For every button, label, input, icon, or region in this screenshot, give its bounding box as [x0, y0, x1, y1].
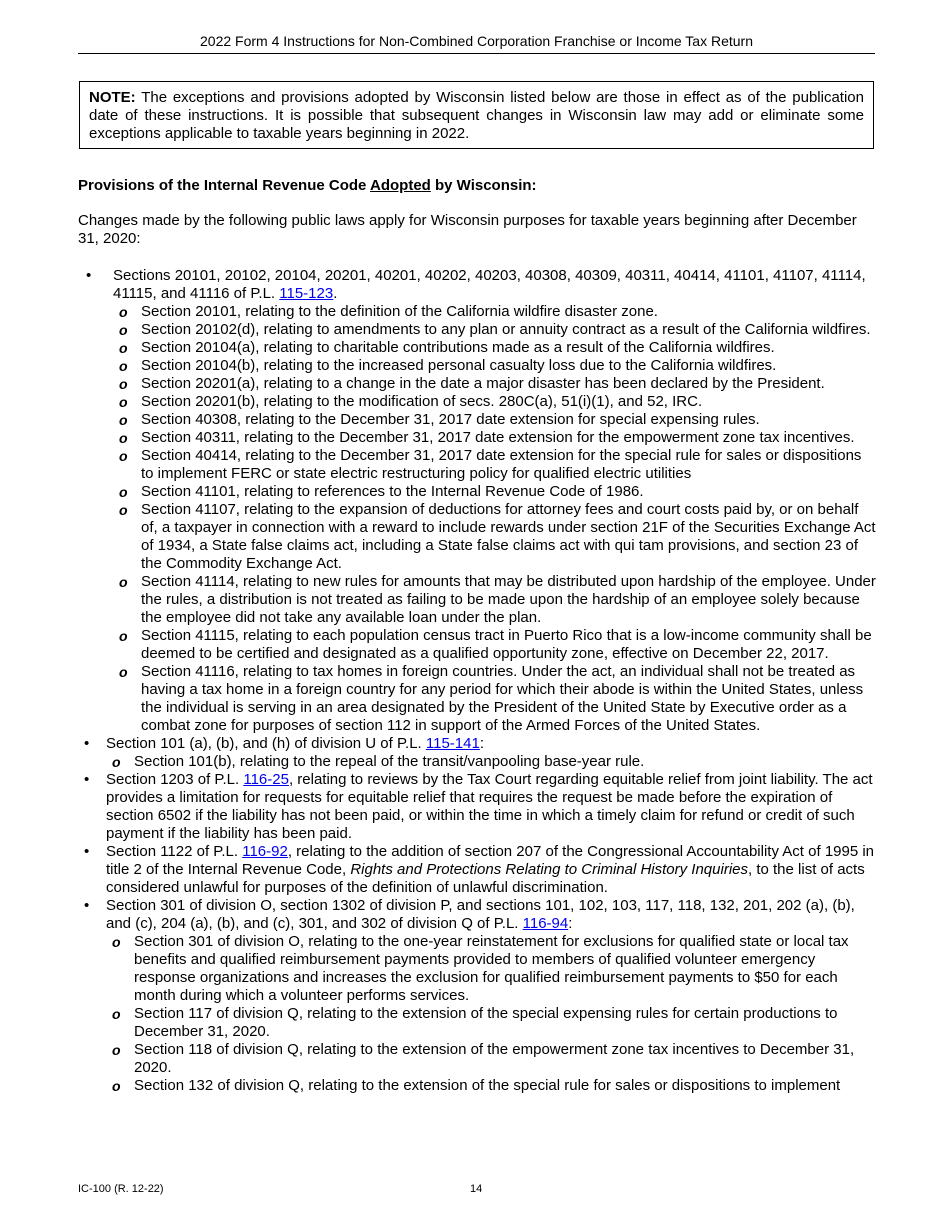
- link-pl-116-25[interactable]: 116-25: [243, 771, 289, 788]
- list-item-text: [106, 897, 878, 933]
- sub-bullet-icon: o: [112, 1006, 121, 1022]
- link-pl-116-94[interactable]: 116-94: [522, 915, 569, 932]
- sub-item-text: Section 20201(b), relating to the modification of secs. 280C(a), 51(i)(1), and 52, IRC.: [141, 393, 703, 410]
- sub-item-text: Section 41114, relating to new rules for amounts that may be distributed upon hardship of the employee. Under the rules, a distribution is not treated as failing to be made upon the hardship of an employee solely because the employee did not take any available loan under the plan.: [141, 573, 876, 626]
- sub-bullet-icon: o: [119, 502, 128, 518]
- sub-item: [113, 339, 878, 357]
- link-pl-115-141[interactable]: 115-141: [425, 735, 480, 752]
- sub-item-text: Section 41107, relating to the expansion of deductions for attorney fees and court costs paid by, or on behalf of, a taxpayer in connection with a reward to include rewards under section 21F of the Securities Exchange Act of 1934, a State false claims act, including a State false claims act with qui tam provisions, and section 23 of the Commodity Exchange Act.: [141, 501, 876, 572]
- note-box: [79, 81, 874, 149]
- sub-item-text: Section 40414, relating to the December 31, 2017 date extension for the special rule for sales or dispositions to implement FERC or state electric restructuring policy for qualified electric utilities: [141, 447, 862, 482]
- sub-bullet-icon: o: [119, 340, 128, 356]
- bullet-text: Section 1203 of P.L.: [106, 771, 244, 788]
- sub-item: [106, 1041, 878, 1077]
- sub-bullet-icon: o: [119, 574, 128, 590]
- bullet-icon: •: [84, 735, 90, 752]
- bullet-after: .: [333, 285, 338, 302]
- sub-item: [113, 501, 878, 573]
- bullet-text: Section 301 of division O, section 1302 of division P, and sections 101, 102, 103, 117, 118, 132, 201, 202 (a), (b), and (c), 204 (a), (b), and (c), 301, and 302 of division Q of P.L.: [106, 897, 855, 932]
- bullet-icon: •: [84, 897, 90, 914]
- sub-item-text: Section 20104(b), relating to the increased personal casualty loss due to the California wildfires.: [141, 357, 777, 374]
- note-label: NOTE:: [89, 89, 136, 106]
- sub-item-text: Section 41116, relating to tax homes in foreign countries. Under the act, an individual shall not be treated as having a tax home in a foreign country for any period for which their abode is within the United States, unless the individual is serving in an area designated by the President of the United State by Executive order as a combat zone for purposes of section 112 in support of the Armed Forces of the United States.: [141, 663, 864, 734]
- bullet-icon: •: [84, 771, 90, 788]
- sub-item: [113, 663, 878, 735]
- bullet-after: :: [479, 735, 484, 752]
- bullet-italic-title: Rights and Protections Relating to Criminal History Inquiries: [350, 861, 748, 878]
- sub-item: [106, 1005, 878, 1041]
- list-item-text: [106, 771, 878, 843]
- link-pl-115-123[interactable]: 115-123: [279, 285, 334, 302]
- link-pl-116-92[interactable]: 116-92: [242, 843, 288, 860]
- sub-item: [106, 933, 878, 1005]
- intro-paragraph: Changes made by the following public laws apply for Wisconsin purposes for taxable years beginning after December 31, 2020:: [78, 212, 857, 247]
- sub-item: [113, 321, 878, 339]
- list-item-pl-116-94: [78, 897, 878, 1095]
- bullet-after: , relating to reviews by the Tax Court regarding equitable relief from joint liability. The act provides a limitation for requests for equitable relief that requires the request be made before the expiration of section 6502 if the liability has not been paid, or within the time in which a timely claim for refund or credit of such payment if the liability has been paid.: [106, 771, 873, 842]
- sub-item-text: Section 117 of division Q, relating to the extension of the special expensing rules for certain productions to December 31, 2020.: [134, 1005, 838, 1040]
- sub-item: [113, 411, 878, 429]
- page-header: 2022 Form 4 Instructions for Non-Combined Corporation Franchise or Income Tax Return: [200, 33, 753, 49]
- sub-item-text: Section 20102(d), relating to amendments to any plan or annuity contract as a result of the California wildfires.: [141, 321, 871, 338]
- sub-bullet-icon: o: [119, 304, 128, 320]
- header-rule: [78, 53, 875, 54]
- sub-bullet-icon: o: [119, 376, 128, 392]
- heading-post: by Wisconsin:: [430, 177, 537, 194]
- sub-bullet-icon: o: [119, 448, 128, 464]
- sub-item-text: Section 301 of division O, relating to the one-year reinstatement for exclusions for qualified state or local tax benefits and qualified reimbursement payments provided to members of qualified volunteer emergency response organizations and increases the exclusion for qualified reimbursement payments to $50 for each month during which a volunteer performs services.: [134, 933, 849, 1004]
- bullet-mid: , relating to the addition of section 207 of the Congressional Accountability Act of 1995 in title 2 of the Internal Revenue Code,: [106, 843, 875, 878]
- form-number: IC-100 (R. 12-22): [78, 1183, 164, 1195]
- heading-pre: Provisions of the Internal Revenue Code: [78, 177, 371, 194]
- bullet-icon: •: [84, 843, 90, 860]
- sub-item-text: Section 101(b), relating to the repeal of the transit/vanpooling base-year rule.: [134, 753, 645, 770]
- bullet-after: , to the list of acts considered unlawful for purposes of the definition of unlawful discrimination.: [106, 861, 865, 896]
- sub-bullet-icon: o: [119, 412, 128, 428]
- sub-item-text: Section 20101, relating to the definition of the California wildfire disaster zone.: [141, 303, 658, 320]
- list-item-text: [106, 735, 878, 753]
- sub-item-text: Section 40308, relating to the December 31, 2017 date extension for special expensing rules.: [141, 411, 760, 428]
- sub-item: [113, 483, 878, 501]
- list-item-pl-116-25: [78, 771, 878, 843]
- note-text: The exceptions and provisions adopted by Wisconsin listed below are those in effect as of the publication date of these instructions. It is possible that subsequent changes in Wisconsin law may add or eliminate some exceptions applicable to taxable years beginning in 2022.: [89, 89, 864, 142]
- sub-item: [106, 1077, 878, 1095]
- sub-item-text: Section 20201(a), relating to a change in the date a major disaster has been declared by the President.: [141, 375, 825, 392]
- sub-item: [113, 357, 878, 375]
- sub-bullet-icon: o: [119, 394, 128, 410]
- list-item-pl-116-92: [78, 843, 878, 897]
- list-item-text: [106, 843, 878, 897]
- sub-item: [113, 573, 878, 627]
- sub-item-text: Section 118 of division Q, relating to the extension of the empowerment zone tax incentives to December 31, 2020.: [134, 1041, 855, 1076]
- heading-underlined: Adopted: [370, 177, 431, 194]
- sub-item-text: Section 132 of division Q, relating to the extension of the special rule for sales or dispositions to implement: [134, 1077, 841, 1094]
- sub-bullet-icon: o: [119, 430, 128, 446]
- bullet-text: Section 1122 of P.L.: [106, 843, 243, 860]
- sub-item: [113, 375, 878, 393]
- sub-item-text: Section 41101, relating to references to the Internal Revenue Code of 1986.: [141, 483, 644, 500]
- sub-bullet-icon: o: [119, 628, 128, 644]
- sub-bullet-icon: o: [112, 934, 121, 950]
- sub-item: [113, 303, 878, 321]
- sub-bullet-icon: o: [119, 664, 128, 680]
- sub-item-text: Section 40311, relating to the December 31, 2017 date extension for the empowerment zone tax incentives.: [141, 429, 855, 446]
- sub-item: [106, 753, 878, 771]
- sub-bullet-icon: o: [119, 484, 128, 500]
- list-item-pl-115-123: [78, 267, 878, 735]
- sub-item: [113, 447, 878, 483]
- bullet-after: :: [568, 915, 573, 932]
- sub-bullet-icon: o: [112, 1078, 121, 1094]
- sub-item-text: Section 41115, relating to each population census tract in Puerto Rico that is a low-income community shall be deemed to be certified and designated as a qualified opportunity zone, effective on December 22, 2017.: [141, 627, 872, 662]
- bullet-icon: •: [86, 267, 92, 284]
- section-heading: [78, 177, 537, 195]
- sub-item: [113, 393, 878, 411]
- provisions-list: [78, 267, 878, 1095]
- sub-bullet-icon: o: [112, 1042, 121, 1058]
- list-item-pl-115-141: [78, 735, 878, 771]
- list-item-text: [113, 267, 878, 303]
- sub-item: [113, 429, 878, 447]
- sub-bullet-icon: o: [119, 358, 128, 374]
- sub-item-text: Section 20104(a), relating to charitable contributions made as a result of the California wildfires.: [141, 339, 775, 356]
- bullet-text: Sections 20101, 20102, 20104, 20201, 40201, 40202, 40203, 40308, 40309, 40311, 40414, 41101, 41107, 41114, 41115, and 41116 of P.L.: [113, 267, 866, 302]
- page-number: 14: [470, 1183, 483, 1195]
- sub-bullet-icon: o: [119, 322, 128, 338]
- sub-item: [113, 627, 878, 663]
- bullet-text: Section 101 (a), (b), and (h) of division U of P.L.: [106, 735, 426, 752]
- sub-bullet-icon: o: [112, 754, 121, 770]
